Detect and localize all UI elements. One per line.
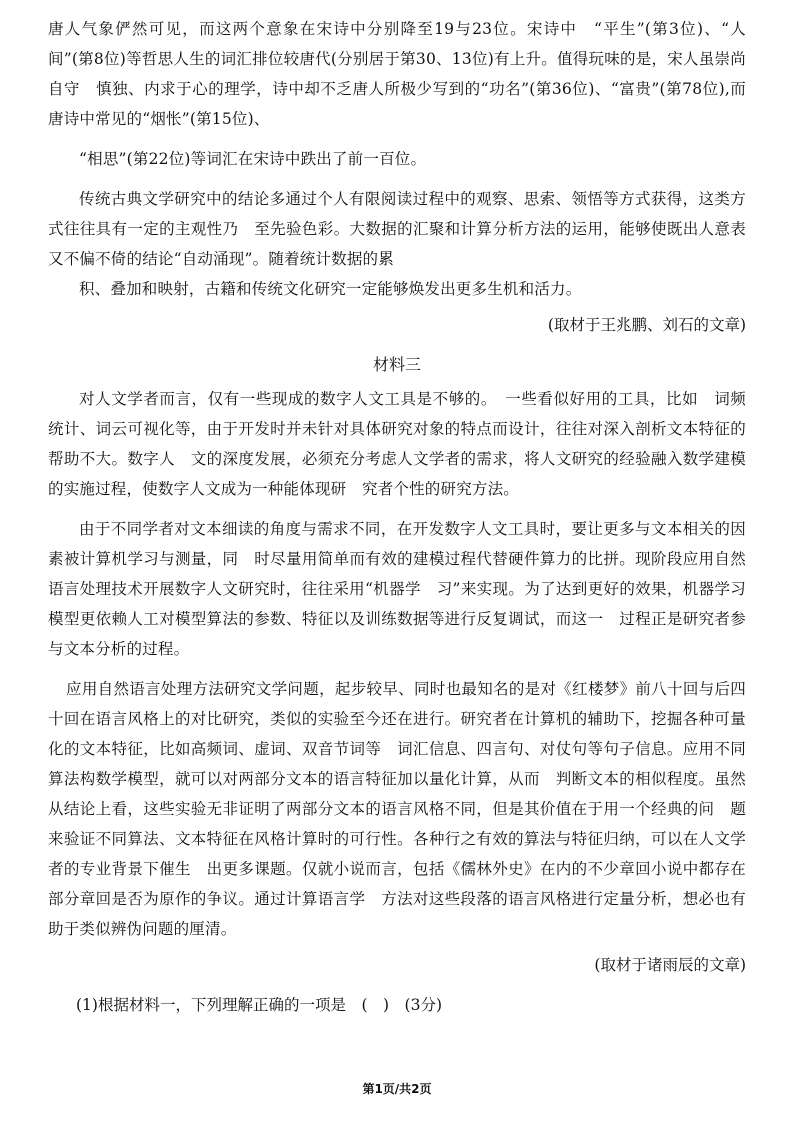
material-two-source: (取材于王兆鹏、刘石的文章): [547, 316, 746, 334]
material-three-paragraph-2: 由于不同学者对文本细读的角度与需求不同，在开发数字人文工具时，要让更多与文本相关的因素被计算机学习与测量，同 时尽量用简单而有效的建模过程代替硬件算力的比拼。现阶段应用自然语言处理技术开展数字人文研究时，往往采用“机器学 习”来实现。为了达到更好的效果，机器学习模型更依赖人工对模型算法的参数、特征以及训练数据等进行反复调试，而这一 过程正是研究者参与文本分析的过程。: [48, 520, 746, 658]
document-page: [48, 14, 746, 1020]
page-footer: 第1页/共2页: [362, 1082, 432, 1096]
material-two-paragraph-4: 积、叠加和映射，古籍和传统文化研究一定能够焕发出更多生机和活力。: [79, 280, 582, 298]
material-three-paragraph-3: 应用自然语言处理方法研究文学问题，起步较早、同时也最知名的是对《红楼梦》前八十回与后四十回在语言风格上的对比研究，类似的实验至今还在进行。研究者在计算机的辅助下，挖掘各种可量化的文本特征，比如高频词、虚词、双音节词等 词汇信息、四言句、对仗句等句子信息。应用不同算法构数学模型，就可以对两部分文本的语言特征加以量化计算，从而 判断文本的相似程度。虽然从结论上看，这些实验无非证明了两部分文本的语言风格不同，但是其价值在于用一个经典的问 题来验证不同算法、文本特征在风格计算时的可行性。各种行之有效的算法与特征归纳，可以在人文学者的专业背景下催生 出更多课题。仅就小说而言，包括《儒林外史》在内的不少章回小说中都存在部分章回是否为原作的争议。通过计算语言学 方法对这些段落的语言风格进行定量分析，想必也有助于类似辨伪问题的厘清。: [48, 680, 746, 938]
section-title-material-three: 材料三: [372, 355, 421, 374]
material-two-paragraph-2: “相思”(第22位)等词汇在宋诗中跌出了前一百位。: [79, 150, 427, 168]
material-three-source: (取材于诸雨辰的文章): [594, 956, 746, 974]
question-1: (1)根据材料一，下列理解正确的一项是 ( ) (3分): [76, 996, 443, 1014]
material-two-paragraph-1: 唐人气象俨然可见，而这两个意象在宋诗中分别降至19与23位。宋诗中 “平生”(第3位)、“人间”(第8位)等哲思人生的词汇排位较唐代(分别居于第30、13位)有上升。值得玩味的是，宋人虽崇尚自守 慎独、内求于心的理学，诗中却不乏唐人所极少写到的“功名”(第36位)、“富贵”(第78位),而唐诗中常见的“烟怅”(第15位)、: [48, 20, 746, 128]
material-two-paragraph-3: 传统古典文学研究中的结论多通过个人有限阅读过程中的观察、思索、领悟等方式获得，这类方式往往具有一定的主观性乃 至先验色彩。大数据的汇聚和计算分析方法的运用，能够使既出人意表又不偏不倚的结论“自动涌现”。随着统计数据的累: [48, 190, 746, 268]
material-three-paragraph-1: 对人文学者而言，仅有一些现成的数字人文工具是不够的。 一些看似好用的工具，比如 词频统计、词云可视化等，由于开发时并未针对具体研究对象的特点而设计，往往对深入剖析文本特征的帮助不大。数字人 文的深度发展，必须充分考虑人文学者的需求，将人文研究的经验融入数学建模的实施过程，使数字人文成为一种能体现研 究者个性的研究方法。: [48, 390, 746, 498]
